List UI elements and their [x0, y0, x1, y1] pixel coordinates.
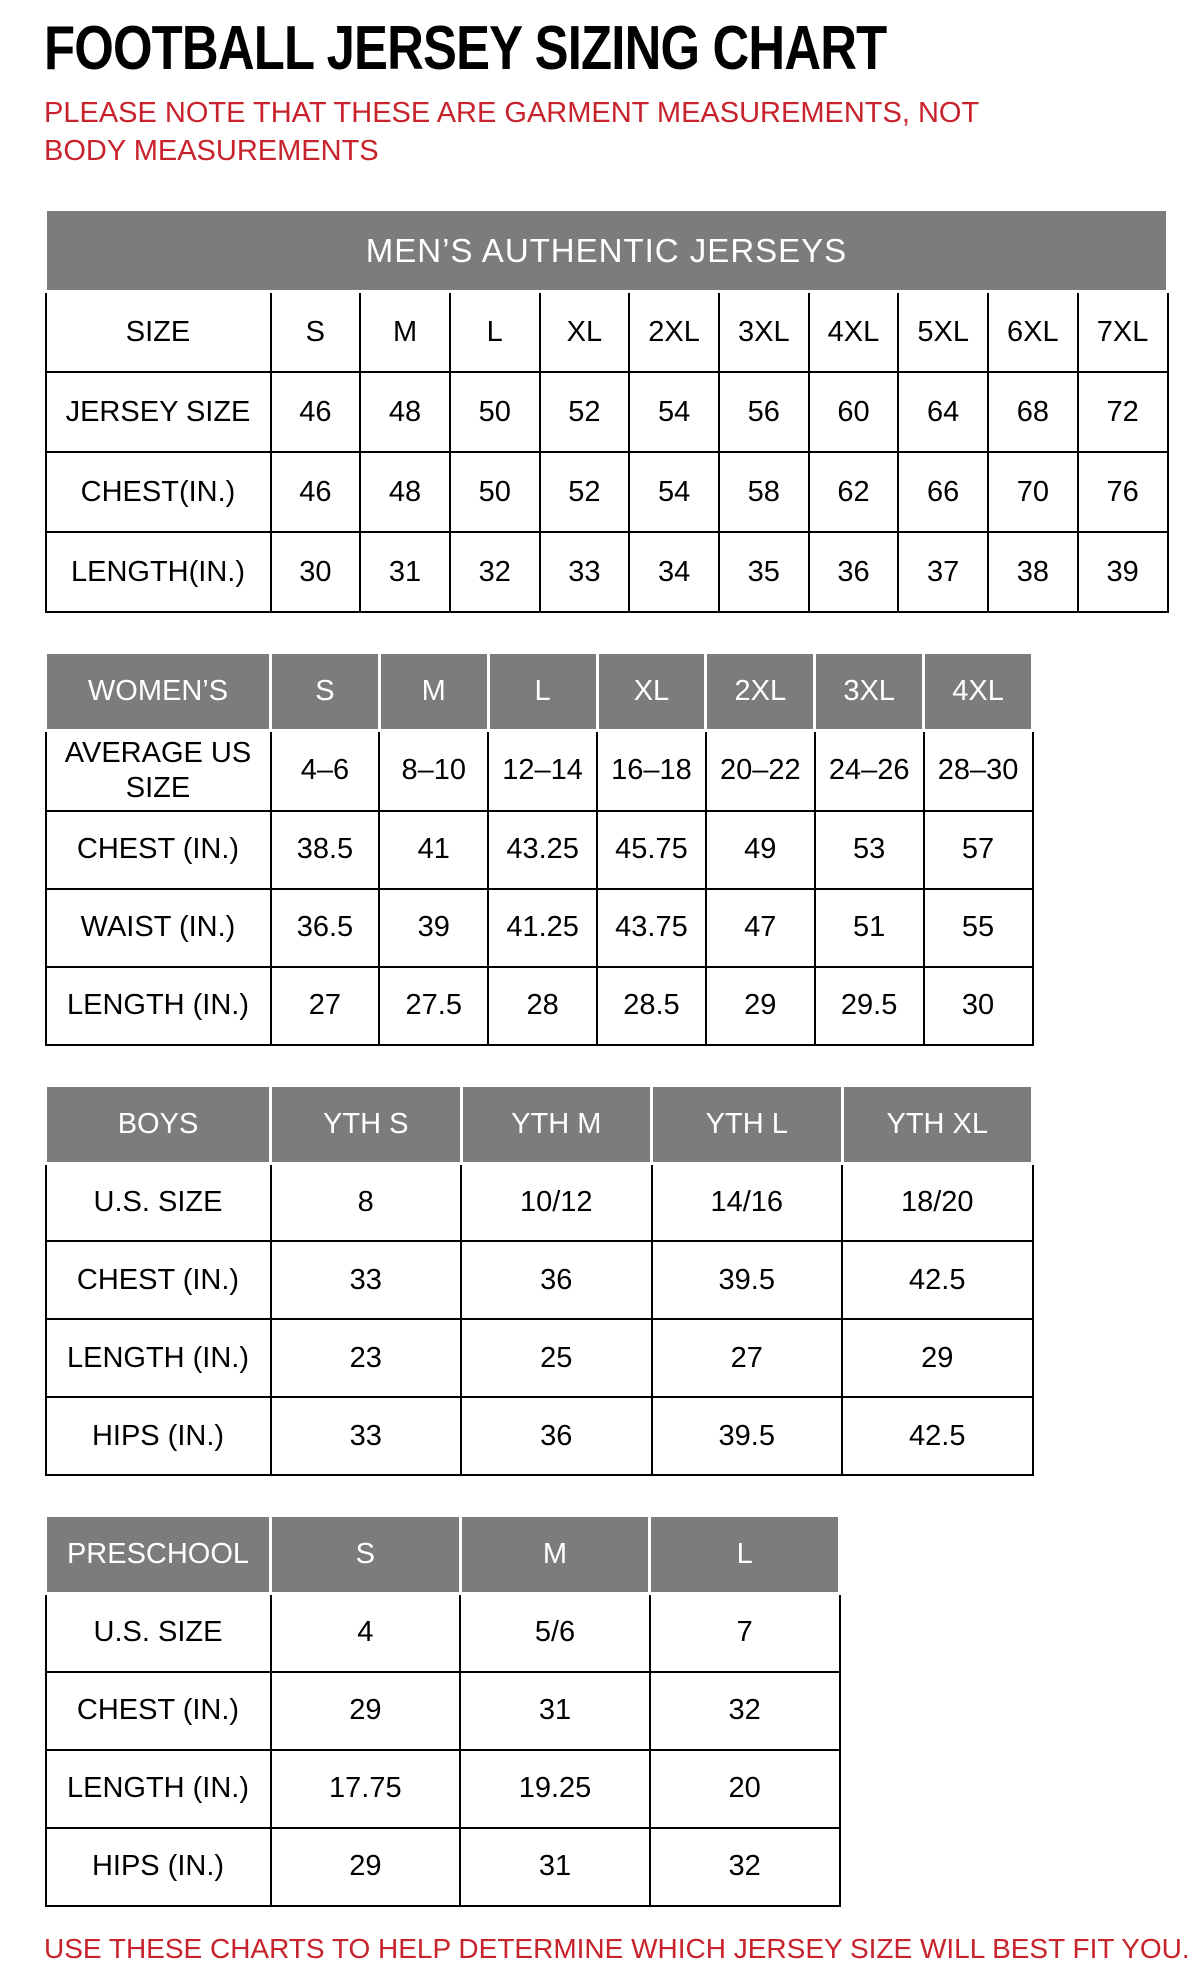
cell: 39.5 [652, 1397, 843, 1475]
row-label: HIPS (IN.) [46, 1828, 271, 1906]
mens-authentic-jerseys-table [44, 208, 1169, 613]
cell: 50 [450, 452, 540, 532]
cell: 51 [815, 889, 924, 967]
footer-note: USE THESE CHARTS TO HELP DETERMINE WHICH JERSEY SIZE WILL BEST FIT YOU. [44, 1932, 1190, 1964]
cell: 47 [706, 889, 815, 967]
cell: 53 [815, 811, 924, 889]
mens-title-row [46, 210, 1168, 292]
preschool-sizing-table [44, 1514, 841, 1907]
cell: 46 [271, 372, 361, 452]
table-row [46, 1750, 840, 1828]
cell: 64 [898, 372, 988, 452]
table-row [46, 1828, 840, 1906]
cell: 41.25 [488, 889, 597, 967]
cell: 42.5 [842, 1397, 1033, 1475]
cell: 27 [271, 967, 380, 1045]
page-title [44, 16, 1170, 81]
cell: 29 [271, 1828, 461, 1906]
cell: 36 [461, 1241, 652, 1319]
cell: 37 [898, 532, 988, 612]
cell: 28.5 [597, 967, 706, 1045]
womens-sizing-table [44, 651, 1034, 1046]
cell: 62 [809, 452, 899, 532]
cell: 70 [988, 452, 1078, 532]
cell: 23 [271, 1319, 462, 1397]
preschool-size-header: L [650, 1516, 840, 1594]
cell: 33 [271, 1397, 462, 1475]
cell: 38.5 [271, 811, 380, 889]
garment-measurements-note: PLEASE NOTE THAT THESE ARE GARMENT MEASUREMENTS, NOT BODY MEASUREMENTS [44, 97, 979, 167]
cell: 25 [461, 1319, 652, 1397]
row-label: SIZE [46, 292, 271, 372]
cell: 66 [898, 452, 988, 532]
cell: 31 [460, 1672, 650, 1750]
cell: 36 [809, 532, 899, 612]
cell: 39 [379, 889, 488, 967]
table-row [46, 1397, 1033, 1475]
cell: 30 [924, 967, 1033, 1045]
cell: 48 [360, 372, 450, 452]
cell: 33 [540, 532, 630, 612]
cell: 5/6 [460, 1594, 650, 1672]
cell: XL [540, 292, 630, 372]
table-row [46, 452, 1168, 532]
mens-table-head [46, 210, 1168, 292]
cell: 4 [271, 1594, 461, 1672]
cell: 48 [360, 452, 450, 532]
cell: 31 [360, 532, 450, 612]
cell: 7 [650, 1594, 840, 1672]
cell: 57 [924, 811, 1033, 889]
boys-table-body [46, 1085, 1033, 1475]
womens-header-row [46, 652, 1033, 730]
boys-sizing-table [44, 1084, 1034, 1477]
row-label: LENGTH (IN.) [46, 1750, 271, 1828]
table-row [46, 811, 1033, 889]
womens-size-header: 3XL [815, 652, 924, 730]
cell: 46 [271, 452, 361, 532]
cell: 33 [271, 1241, 462, 1319]
preschool-header-row [46, 1516, 840, 1594]
cell: 14/16 [652, 1163, 843, 1241]
page-title-text: FOOTBALL JERSEY SIZING CHART [44, 14, 887, 83]
table-row [46, 889, 1033, 967]
cell: 4–6 [271, 730, 380, 810]
cell: 76 [1078, 452, 1168, 532]
cell: 29 [271, 1672, 461, 1750]
boys-size-header: YTH L [652, 1085, 843, 1163]
cell: 34 [629, 532, 719, 612]
cell: 19.25 [460, 1750, 650, 1828]
cell: 5XL [898, 292, 988, 372]
cell: 45.75 [597, 811, 706, 889]
boys-size-header: YTH M [461, 1085, 652, 1163]
cell: 41 [379, 811, 488, 889]
table-row [46, 1672, 840, 1750]
cell: 6XL [988, 292, 1078, 372]
cell: 8 [271, 1163, 462, 1241]
womens-size-header: XL [597, 652, 706, 730]
womens-size-header: M [379, 652, 488, 730]
womens-size-header: L [488, 652, 597, 730]
cell: 72 [1078, 372, 1168, 452]
cell: 43.25 [488, 811, 597, 889]
table-row [46, 1319, 1033, 1397]
cell: 29 [706, 967, 815, 1045]
cell: 12–14 [488, 730, 597, 810]
cell: 4XL [809, 292, 899, 372]
table-row [46, 532, 1168, 612]
cell: 56 [719, 372, 809, 452]
cell: 24–26 [815, 730, 924, 810]
cell: 20 [650, 1750, 840, 1828]
table-row [46, 1241, 1033, 1319]
cell: 27 [652, 1319, 843, 1397]
cell: 16–18 [597, 730, 706, 810]
cell: 35 [719, 532, 809, 612]
cell: 17.75 [271, 1750, 461, 1828]
boys-size-header: YTH S [271, 1085, 462, 1163]
table-row [46, 1594, 840, 1672]
preschool-table-body [46, 1516, 840, 1906]
cell: S [271, 292, 361, 372]
mens-table-title: MEN’S AUTHENTIC JERSEYS [46, 210, 1168, 292]
cell: 60 [809, 372, 899, 452]
row-label: HIPS (IN.) [46, 1397, 271, 1475]
boys-header-label: BOYS [46, 1085, 271, 1163]
boys-size-header: YTH XL [842, 1085, 1033, 1163]
cell: 29.5 [815, 967, 924, 1045]
table-row [46, 372, 1168, 452]
table-row [46, 292, 1168, 372]
row-label: U.S. SIZE [46, 1163, 271, 1241]
womens-header-label: WOMEN’S [46, 652, 271, 730]
cell: 27.5 [379, 967, 488, 1045]
cell: 43.75 [597, 889, 706, 967]
row-label: LENGTH (IN.) [46, 967, 271, 1045]
table-row [46, 730, 1033, 810]
cell: 54 [629, 452, 719, 532]
cell: 10/12 [461, 1163, 652, 1241]
cell: 20–22 [706, 730, 815, 810]
preschool-size-header: S [271, 1516, 461, 1594]
table-row [46, 1163, 1033, 1241]
cell: 8–10 [379, 730, 488, 810]
row-label: AVERAGE US SIZE [46, 730, 271, 810]
cell: 42.5 [842, 1241, 1033, 1319]
womens-size-header: 2XL [706, 652, 815, 730]
cell: 29 [842, 1319, 1033, 1397]
cell: 38 [988, 532, 1078, 612]
boys-header-row [46, 1085, 1033, 1163]
cell: 39.5 [652, 1241, 843, 1319]
row-label: JERSEY SIZE [46, 372, 271, 452]
cell: 28–30 [924, 730, 1033, 810]
cell: 3XL [719, 292, 809, 372]
cell: 30 [271, 532, 361, 612]
row-label: LENGTH (IN.) [46, 1319, 271, 1397]
womens-table-body [46, 652, 1033, 1044]
cell: 2XL [629, 292, 719, 372]
row-label: CHEST (IN.) [46, 1672, 271, 1750]
mens-table-body [46, 292, 1168, 612]
preschool-size-header: M [460, 1516, 650, 1594]
cell: 32 [650, 1672, 840, 1750]
womens-size-header: 4XL [924, 652, 1033, 730]
row-label: CHEST (IN.) [46, 1241, 271, 1319]
cell: 7XL [1078, 292, 1168, 372]
cell: 18/20 [842, 1163, 1033, 1241]
cell: 49 [706, 811, 815, 889]
womens-size-header: S [271, 652, 380, 730]
cell: 52 [540, 372, 630, 452]
cell: 28 [488, 967, 597, 1045]
cell: 68 [988, 372, 1078, 452]
cell: L [450, 292, 540, 372]
cell: 54 [629, 372, 719, 452]
cell: 32 [650, 1828, 840, 1906]
cell: 39 [1078, 532, 1168, 612]
row-label: CHEST (IN.) [46, 811, 271, 889]
cell: 36.5 [271, 889, 380, 967]
cell: 58 [719, 452, 809, 532]
cell: M [360, 292, 450, 372]
cell: 52 [540, 452, 630, 532]
row-label: U.S. SIZE [46, 1594, 271, 1672]
table-row [46, 967, 1033, 1045]
cell: 50 [450, 372, 540, 452]
row-label: WAIST (IN.) [46, 889, 271, 967]
cell: 36 [461, 1397, 652, 1475]
cell: 31 [460, 1828, 650, 1906]
row-label: CHEST(IN.) [46, 452, 271, 532]
row-label: LENGTH(IN.) [46, 532, 271, 612]
cell: 32 [450, 532, 540, 612]
preschool-header-label: PRESCHOOL [46, 1516, 271, 1594]
cell: 55 [924, 889, 1033, 967]
